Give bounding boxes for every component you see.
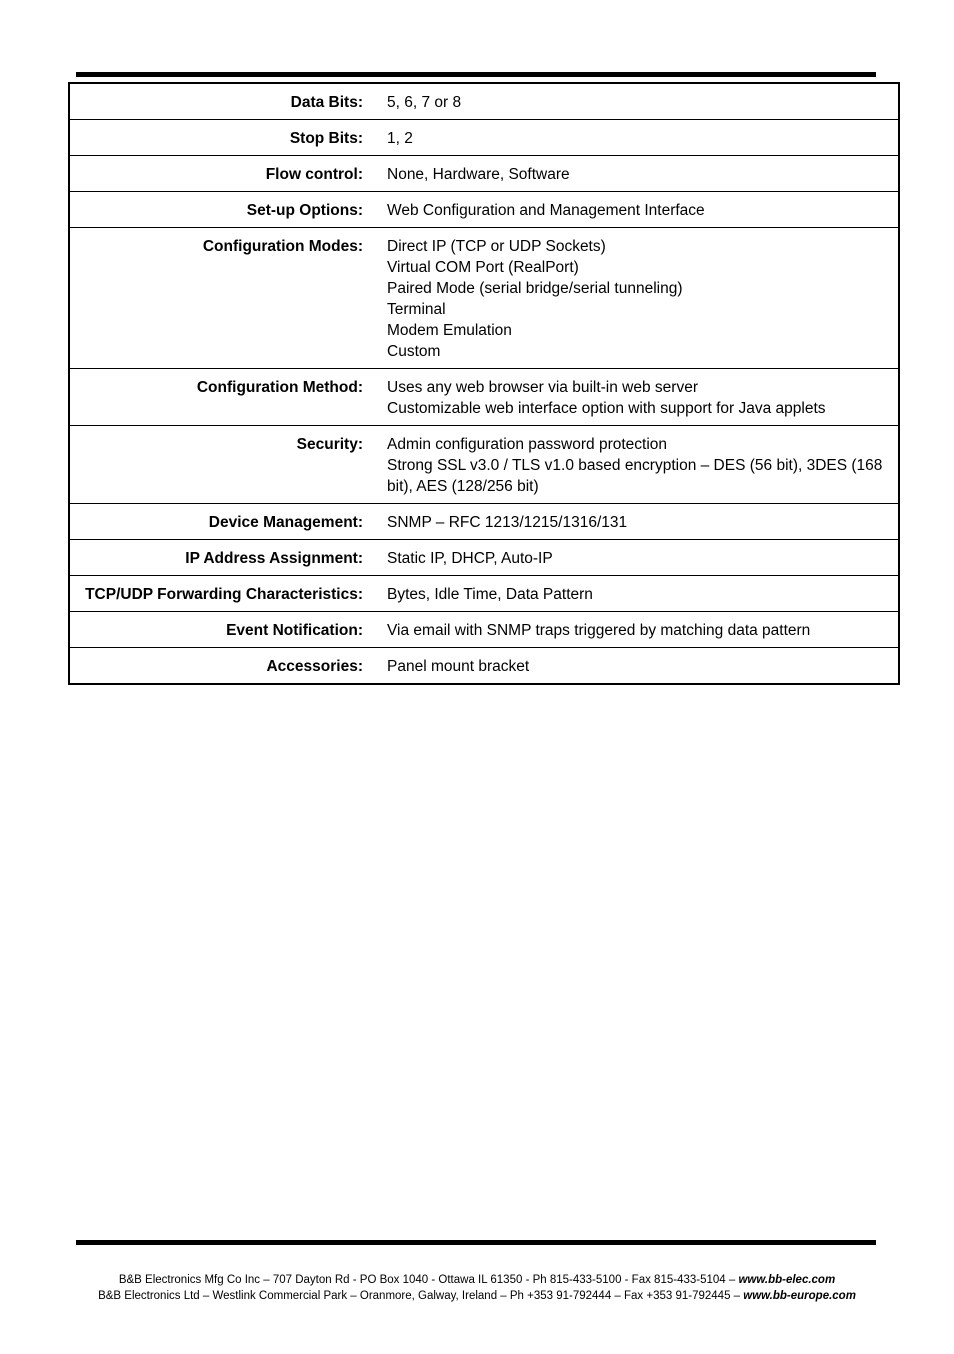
spec-row bbox=[69, 156, 899, 192]
spec-value bbox=[375, 192, 899, 228]
spec-label: Security: bbox=[69, 426, 375, 504]
spec-value bbox=[375, 228, 899, 369]
spec-value-line: Custom bbox=[387, 343, 441, 360]
spec-label: Event Notification: bbox=[69, 612, 375, 648]
spec-row bbox=[69, 576, 899, 612]
spec-row bbox=[69, 120, 899, 156]
spec-value bbox=[375, 504, 899, 540]
spec-value-line: Bytes, Idle Time, Data Pattern bbox=[387, 586, 593, 603]
specifications-table bbox=[68, 82, 900, 685]
footer bbox=[0, 1272, 954, 1304]
footer-us-address: B&B Electronics Mfg Co Inc – 707 Dayton Rd - PO Box 1040 - Ottawa IL 61350 - Ph 815-433-5100 - Fax 815-433-5104 – bbox=[118, 1274, 739, 1286]
spec-value bbox=[375, 612, 899, 648]
spec-value-line: Uses any web browser via built-in web server bbox=[387, 379, 698, 396]
spec-label: Device Management: bbox=[69, 504, 375, 540]
spec-row bbox=[69, 369, 899, 426]
spec-value-line: 1, 2 bbox=[387, 130, 413, 147]
spec-value bbox=[375, 648, 899, 685]
spec-value-line: SNMP – RFC 1213/1215/1316/131 bbox=[387, 514, 628, 531]
spec-value-line: Static IP, DHCP, Auto-IP bbox=[387, 550, 553, 567]
spec-value-line: Modem Emulation bbox=[387, 322, 512, 339]
spec-value-line: Panel mount bracket bbox=[387, 658, 530, 675]
spec-row bbox=[69, 648, 899, 685]
spec-label: Configuration Method: bbox=[69, 369, 375, 426]
spec-value bbox=[375, 120, 899, 156]
spec-value-line: Strong SSL v3.0 / TLS v1.0 based encryption – DES (56 bit), 3DES (168 bit), AES (128/256 bit) bbox=[387, 457, 883, 495]
spec-label: Set-up Options: bbox=[69, 192, 375, 228]
spec-value bbox=[375, 83, 899, 120]
spec-value-line: Virtual COM Port (RealPort) bbox=[387, 259, 579, 276]
spec-value-line: Via email with SNMP traps triggered by matching data pattern bbox=[387, 622, 811, 639]
footer-europe-address: B&B Electronics Ltd – Westlink Commercial Park – Oranmore, Galway, Ireland – Ph +353 91-792444 – Fax +353 91-792445 – bbox=[98, 1290, 744, 1302]
spec-value bbox=[375, 540, 899, 576]
spec-value bbox=[375, 156, 899, 192]
spec-value bbox=[375, 426, 899, 504]
footer-line-us bbox=[0, 1272, 954, 1288]
spec-label: Configuration Modes: bbox=[69, 228, 375, 369]
footer-rule bbox=[76, 1240, 876, 1245]
spec-row bbox=[69, 426, 899, 504]
spec-label: Accessories: bbox=[69, 648, 375, 685]
spec-value-line: Paired Mode (serial bridge/serial tunneling) bbox=[387, 280, 683, 297]
spec-label: TCP/UDP Forwarding Characteristics: bbox=[69, 576, 375, 612]
spec-value bbox=[375, 576, 899, 612]
spec-label: Data Bits: bbox=[69, 83, 375, 120]
spec-row bbox=[69, 228, 899, 369]
specifications-table-body bbox=[69, 83, 899, 684]
spec-value-line: None, Hardware, Software bbox=[387, 166, 570, 183]
spec-row bbox=[69, 83, 899, 120]
spec-value-line: Web Configuration and Management Interface bbox=[387, 202, 705, 219]
spec-row bbox=[69, 540, 899, 576]
spec-value bbox=[375, 369, 899, 426]
spec-row bbox=[69, 504, 899, 540]
spec-label: IP Address Assignment: bbox=[69, 540, 375, 576]
footer-line-europe bbox=[0, 1288, 954, 1304]
footer-us-website: www.bb-elec.com bbox=[738, 1274, 836, 1286]
spec-value-line: Terminal bbox=[387, 301, 446, 318]
spec-label: Stop Bits: bbox=[69, 120, 375, 156]
spec-value-line: Admin configuration password protection bbox=[387, 436, 668, 453]
spec-row bbox=[69, 612, 899, 648]
spec-value-line: Customizable web interface option with support for Java applets bbox=[387, 400, 826, 417]
header-rule bbox=[76, 72, 876, 77]
spec-row bbox=[69, 192, 899, 228]
spec-value-line: Direct IP (TCP or UDP Sockets) bbox=[387, 238, 606, 255]
spec-value-line: 5, 6, 7 or 8 bbox=[387, 94, 462, 111]
footer-europe-website: www.bb-europe.com bbox=[743, 1290, 856, 1302]
spec-label: Flow control: bbox=[69, 156, 375, 192]
